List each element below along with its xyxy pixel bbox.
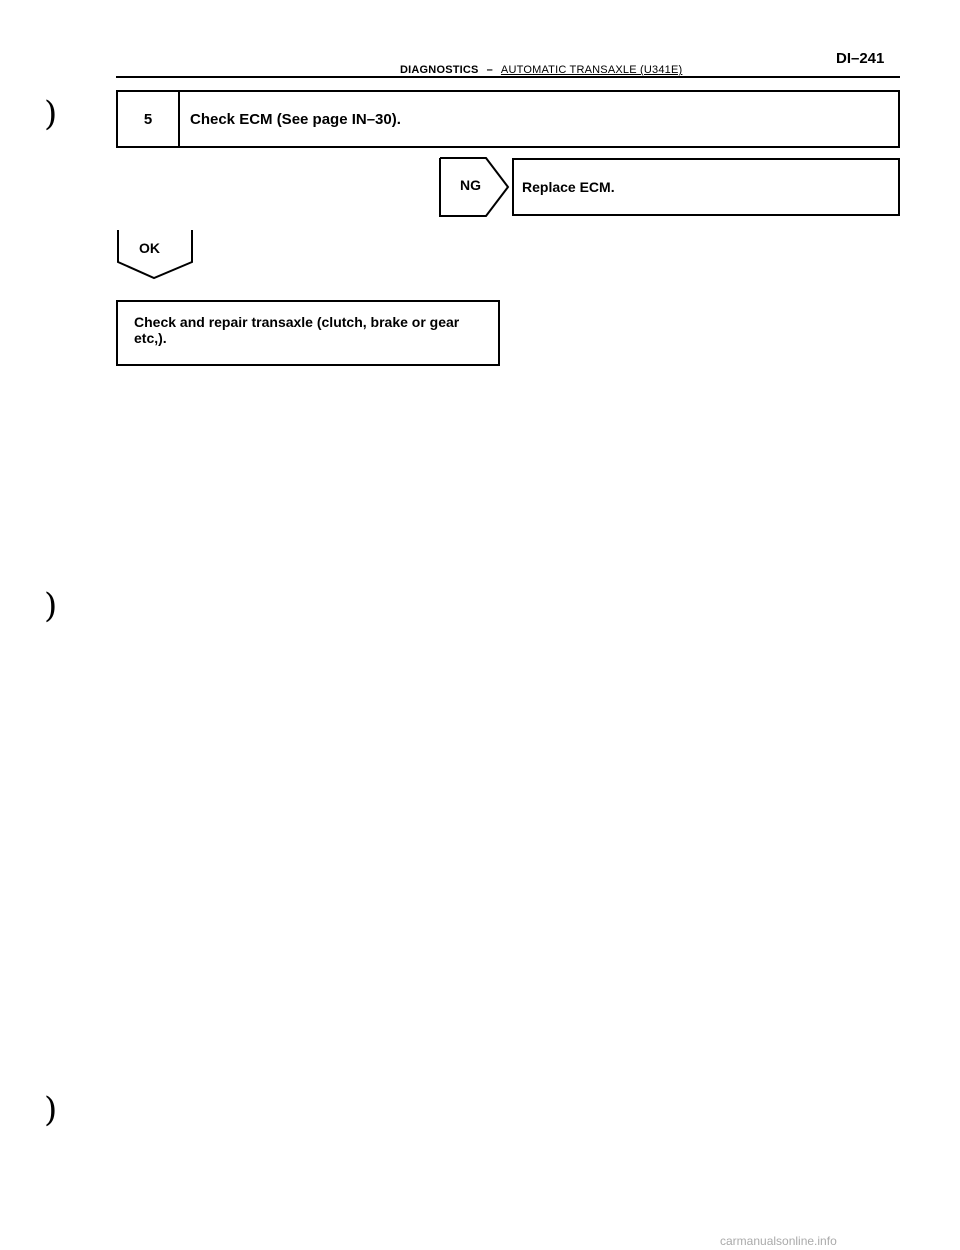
header-separator: – [486,64,493,76]
section-title: DIAGNOSTICS [400,64,479,76]
page-number: DI–241 [836,50,885,67]
step-box [116,90,900,148]
step-number: 5 [118,92,180,146]
binding-mark: ) [44,1090,58,1130]
binding-mark: ) [44,94,58,134]
binding-mark: ) [44,586,58,626]
page-header [400,64,682,76]
watermark-text: carmanualsonline.info [720,1234,837,1248]
ok-label: OK [139,240,160,256]
ok-result-box [116,300,500,366]
header-rule [116,76,900,78]
ng-result-box [512,158,900,216]
ok-result-text: Check and repair transaxle (clutch, brake or gear etc,). [134,314,460,346]
step-instruction: Check ECM (See page IN–30). [190,110,401,128]
ng-label: NG [460,177,481,193]
subsection-title: AUTOMATIC TRANSAXLE (U341E) [500,64,683,76]
ng-result-text: Replace ECM. [522,179,615,195]
